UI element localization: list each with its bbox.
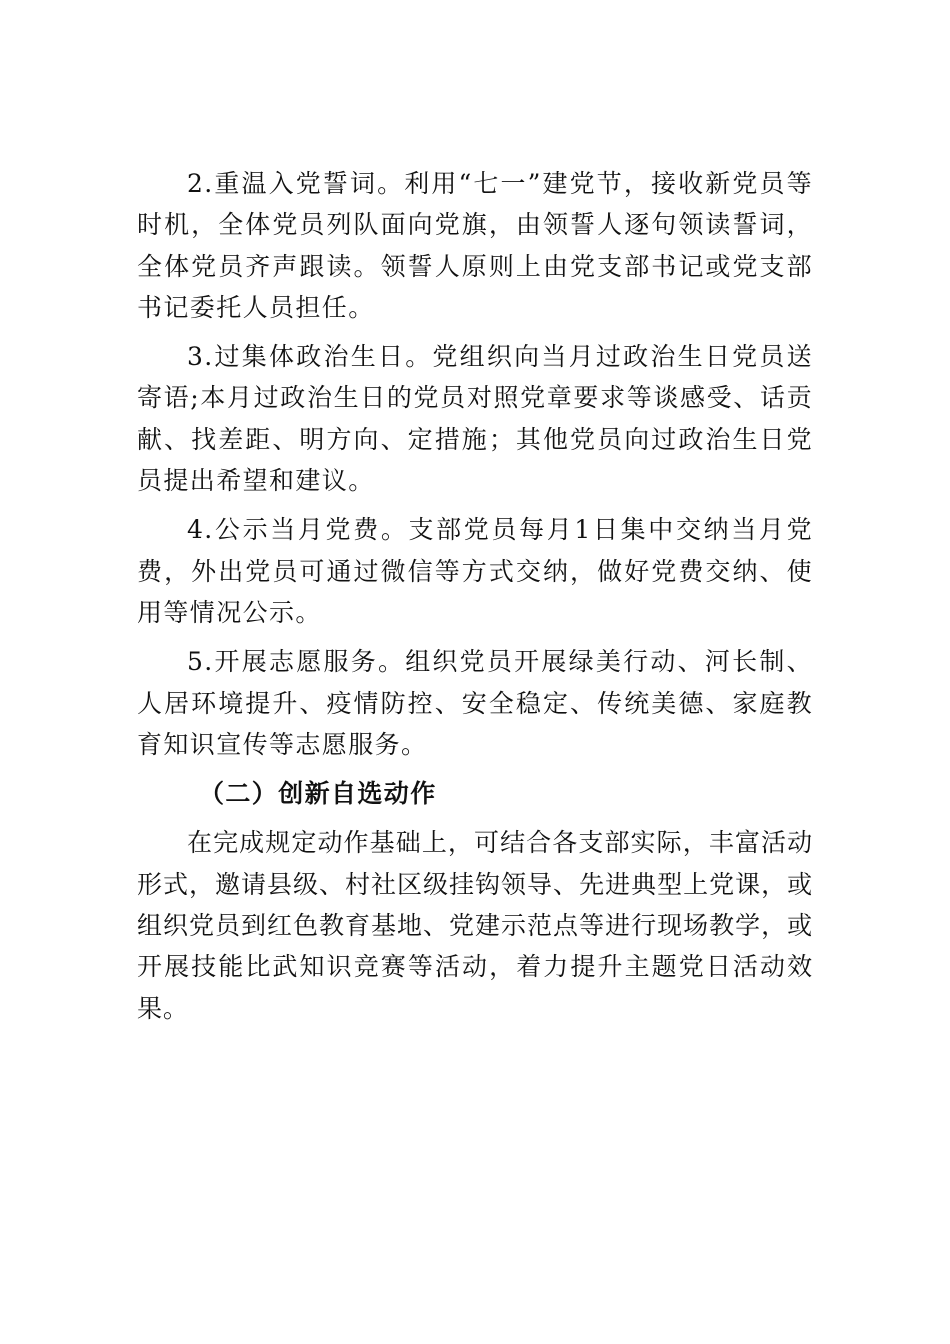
section-heading: （二）创新自选动作 <box>199 779 437 809</box>
document-body <box>137 163 813 1029</box>
paragraph-item-3: 3.过集体政治生日。党组织向当月过政治生日党员送寄语;本月过政治生日的党员对照党章要求等谈感受、话贡献、找差距、明方向、定措施；其他党员向过政治生日党员提出希望和建议。 <box>137 342 813 496</box>
paragraph-item-5: 5.开展志愿服务。组织党员开展绿美行动、河长制、人居环境提升、疫情防控、安全稳定、传统美德、家庭教育知识宣传等志愿服务。 <box>137 647 813 759</box>
paragraph-item-2: 2.重温入党誓词。利用“七一”建党节，接收新党员等时机，全体党员列队面向党旗，由领誓人逐句领读誓词，全体党员齐声跟读。领誓人原则上由党支部书记或党支部书记委托人员担任。 <box>137 169 813 322</box>
paragraph-item-4: 4.公示当月党费。支部党员每月1日集中交纳当月党费，外出党员可通过微信等方式交纳，做好党费交纳、使用等情况公示。 <box>137 515 813 627</box>
closing-paragraph: 在完成规定动作基础上，可结合各支部实际，丰富活动形式，邀请县级、村社区级挂钩领导、先进典型上党课，或组织党员到红色教育基地、党建示范点等进行现场教学，或开展技能比武知识竞赛等活动，着力提升主题党日活动效果。 <box>137 828 813 1023</box>
